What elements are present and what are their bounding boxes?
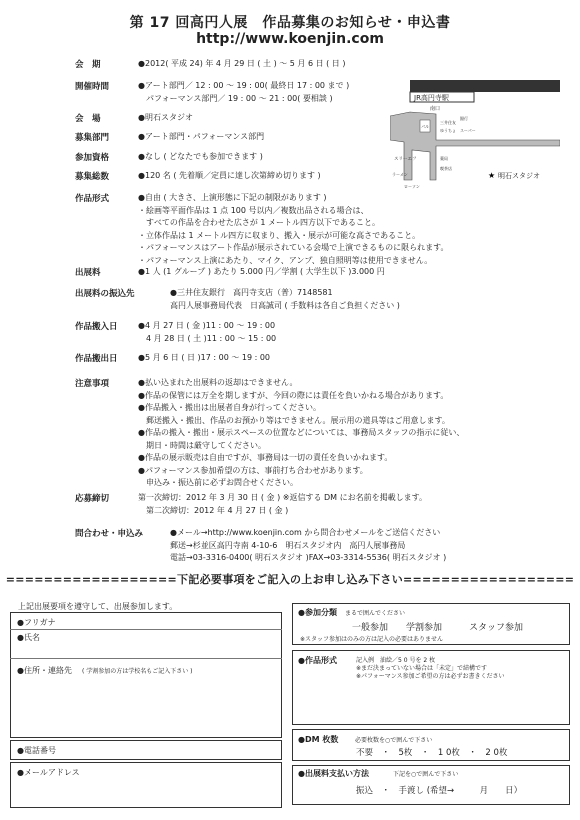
info-label: 出展料: [75, 268, 101, 278]
info-value-line: 第二次締切：2012 年 4 月 27 日 ( 金 ): [138, 505, 289, 515]
info-value-line: 期日・時間は厳守してください。: [138, 440, 266, 450]
info-value-line: ●アート部門／ 12 : 00 〜 19 : 00( 最終日 17 : 00 まで ): [138, 81, 350, 90]
format-label: ●作品形式: [298, 656, 337, 665]
studio-star-icon: ★: [488, 171, 496, 180]
exit-label: 南口: [430, 106, 441, 112]
info-value-line: ●1 人 (1 グループ ) あたり 5.000 円／学割 ( 大学生以下 )3.000 円: [138, 267, 385, 276]
format-line1: 記入例 油絵／5 0 号を 2 枚: [356, 657, 436, 664]
post-label: ゆうちょ: [440, 128, 456, 133]
cafe-label: 喫茶店: [440, 166, 452, 171]
info-value-line: ●作品の展示販売は自由ですが、事務局は一切の責任を負いかねます。: [138, 453, 393, 462]
info-value-line: 高円人展事務局代表 日高誠司 ( 手数料は各自ご負担ください ): [138, 300, 400, 310]
form-banner: ==================下記必要事項をご記入の上お申し込み下さい==================: [5, 573, 575, 586]
info-value-line: ●メール→http://www.koenjin.com から問合わせメールをご送信ください: [138, 528, 441, 537]
format-line2: ※まだ決まっていない場合は「未定」で結構です: [356, 665, 488, 672]
info-value-line: 郵送→杉並区高円寺南 4-10-6 明石スタジオ内 高円人展事務局: [138, 540, 406, 550]
rail-line: [410, 80, 560, 92]
pharmacy-label: 薬局: [440, 156, 448, 161]
name-field[interactable]: [10, 629, 282, 657]
bank2-label: 銀行: [460, 116, 468, 121]
info-label: 参加資格: [75, 153, 110, 163]
info-label: 出展料の振込先: [75, 289, 135, 299]
info-label: 注意事項: [75, 379, 110, 389]
info-label: 会 期: [75, 60, 101, 70]
info-value-line: 郵送搬入・搬出、作品のお預かり等はできません。展示用の道具等はご用意します。: [138, 415, 450, 425]
address-label: ●住所・連絡先: [17, 666, 72, 675]
arcade-label: スリーエフ: [394, 157, 417, 162]
info-value-line: ●作品搬入・搬出は出展者自身が行ってください。: [138, 403, 321, 412]
studio-label: 明石スタジオ: [498, 172, 540, 180]
info-value-line: ●明石スタジオ: [138, 113, 193, 122]
pal-label: パル: [421, 124, 429, 129]
info-value-line: ●作品の搬入・搬出・展示スペースの位置などについては、事務局スタッフの指示に従い、: [138, 428, 465, 437]
info-value-line: ●三井住友銀行 高円寺支店（普）7148581: [138, 288, 333, 297]
info-value-line: すべての作品を合わせた広さが 1 メートル四方以下であること。: [138, 218, 381, 227]
info-label: 問合わせ・申込み: [75, 529, 144, 539]
category-note: まるで囲んでください: [345, 610, 405, 617]
super-label: スーパー: [460, 128, 476, 133]
dm-options[interactable]: 不要 ・ 5枚 ・ 1 0枚 ・ 2 0枚: [356, 748, 508, 758]
lawson-label: ローソン: [404, 184, 420, 189]
info-label: 募集総数: [75, 172, 110, 182]
page-title: 第 17 回高円人展 作品募集のお知らせ・申込書: [129, 15, 451, 31]
info-value-line: ●5 月 6 日 ( 日 )17 : 00 〜 19 : 00: [138, 353, 271, 362]
info-value-line: ●4 月 27 日 ( 金 )11 : 00 〜 19 : 00: [138, 321, 276, 330]
info-value-line: ・立体作品は 1 メートル四方に収まり、搬入・展示が可能な高さであること。: [138, 230, 421, 240]
address-note: ( 学割参加の方は学校名もご記入下さい ): [82, 668, 193, 675]
station-label: JR高円寺駅: [414, 94, 449, 102]
info-value-line: ●払い込まれた出展料の返却はできません。: [138, 378, 298, 387]
street-shape: [390, 112, 560, 180]
info-value-line: 申込み・振込前に必ずお問合せください。: [138, 478, 298, 487]
info-value-line: ●作品の保管には万全を期しますが、今回の際には責任を負いかねる場合があります。: [138, 390, 449, 400]
furigana-label: ●フリガナ: [17, 618, 56, 627]
category-label: ●参加分類: [298, 608, 337, 617]
info-value-line: 電話→03-3316-0400( 明石スタジオ )FAX→03-3314-5536( 明石スタジオ ): [138, 553, 447, 562]
info-value-line: ・パフォーマンス上演にあたり、マイク、アンプ、独自照明等は使用できません。: [138, 255, 433, 265]
info-value-line: ・パフォーマンスはアート作品が展示されている会場で上演できるものに限られます。: [138, 243, 449, 252]
info-value-line: ●アート部門・パフォーマンス部門: [138, 132, 265, 141]
info-value-line: 4 月 28 日 ( 土 )11 : 00 〜 15 : 00: [138, 333, 277, 343]
payment-options[interactable]: 振込 ・ 手渡し (希望→ 月 日）: [356, 786, 523, 796]
info-label: 作品搬入日: [75, 322, 118, 332]
info-label: 会 場: [75, 114, 101, 124]
info-value-line: ・絵画等平面作品は 1 点 100 号以内／複数出品される場合は、: [138, 205, 369, 215]
phone-label: ●電話番号: [17, 746, 56, 755]
category-footnote: ※スタッフ参加はのみの方は記入の必要はありません: [300, 636, 444, 643]
form-intro: 上記出展要項を遵守して、出展参加します。: [18, 602, 178, 611]
info-value-line: パフォーマンス部門／ 19 : 00 〜 21 : 00( 要相談 ): [138, 93, 333, 103]
website-url[interactable]: http://www.koenjin.com: [196, 31, 384, 47]
payment-label: ●出展料支払い方法: [298, 769, 369, 778]
info-label: 開催時間: [75, 82, 110, 92]
info-label: 応募締切: [75, 494, 110, 504]
info-value-line: 第一次締切：2012 年 3 月 30 日 ( 金 ) ※返信する DM にお名前を掲載します。: [138, 493, 427, 502]
format-line3: ※パフォーマンス参加ご希望の方は必ずお書きください: [356, 673, 505, 680]
info-label: 募集部門: [75, 133, 110, 143]
info-value-line: ●パフォーマンス参加希望の方は、事前打ち合わせがあります。: [138, 465, 368, 475]
info-value-line: ●2012( 平成 24) 年 4 月 29 日 ( 土 ) 〜 5 月 6 日 ( 日 ): [138, 59, 346, 68]
category-options[interactable]: 一般参加 学割参加 スタッフ参加: [352, 623, 524, 633]
dm-note: 必要枚数を○で囲んで下さい: [355, 737, 433, 744]
access-map: [390, 80, 560, 190]
info-value-line: ●自由 ( 大きさ、上演形態に下記の制限があります ): [138, 193, 327, 202]
ramen-label: ラーメン: [392, 172, 408, 177]
dm-label: ●DM 枚数: [298, 735, 339, 744]
info-label: 作品搬出日: [75, 354, 118, 364]
name-label: ●氏名: [17, 633, 40, 642]
address-field[interactable]: [10, 659, 282, 737]
email-label: ●メールアドレス: [17, 768, 80, 777]
info-value-line: ●120 名 ( 先着順／定員に達し次第締め切ります ): [138, 171, 321, 180]
payment-note: 下記を○で囲んで下さい: [393, 771, 459, 778]
info-value-line: ●なし ( どなたでも参加できます ): [138, 152, 263, 161]
info-label: 作品形式: [75, 194, 110, 204]
bank-label: 三井住友: [440, 120, 456, 125]
